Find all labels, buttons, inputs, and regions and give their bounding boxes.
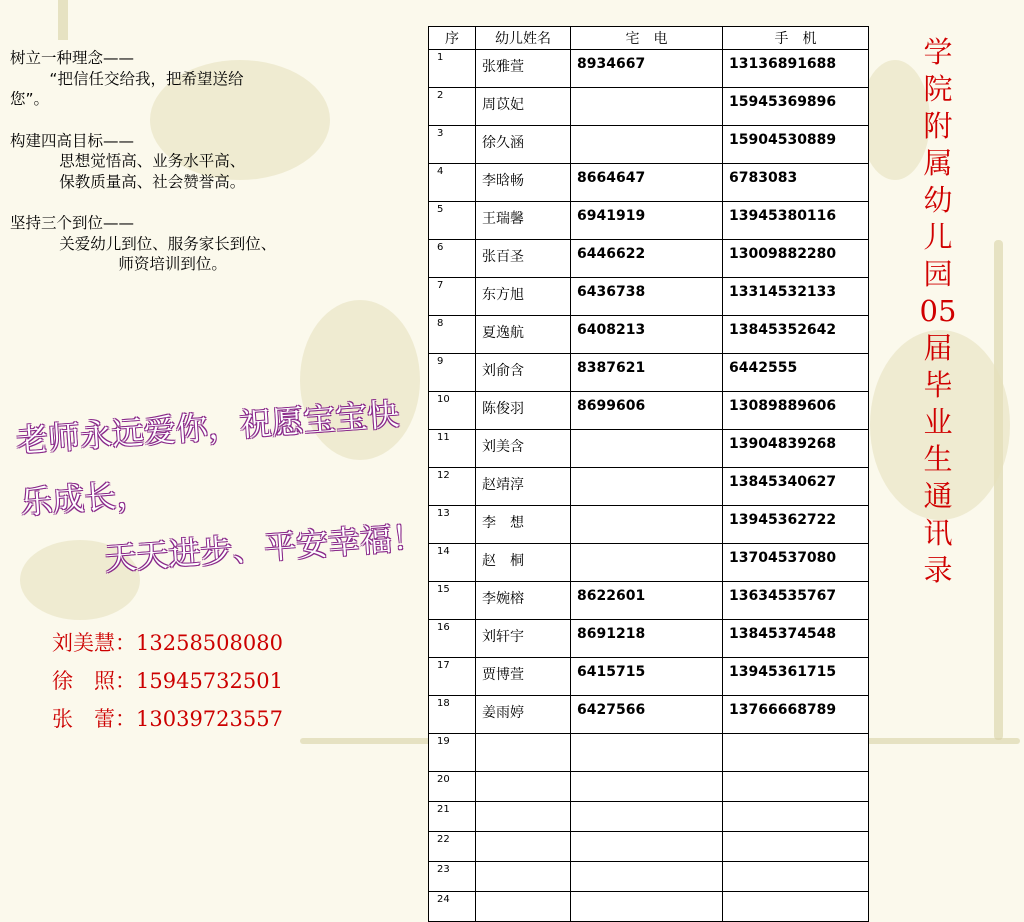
roster-body (429, 50, 869, 922)
teacher-phone: 15945732501 (136, 669, 283, 693)
row-seq: 12 (429, 468, 476, 506)
row-child-name: 陈俊羽 (476, 392, 571, 430)
row-mobile: 13945380116 (723, 202, 869, 240)
title-char: 院 (923, 72, 953, 106)
row-home-phone (571, 734, 723, 772)
row-mobile (723, 772, 869, 802)
header-seq: 序 (429, 27, 476, 50)
row-home-phone (571, 802, 723, 832)
teacher-contact (52, 662, 283, 700)
slogan-line: 树立一种理念—— (10, 49, 135, 67)
background-vine-right (994, 240, 1003, 740)
row-mobile: 15904530889 (723, 126, 869, 164)
row-seq: 11 (429, 430, 476, 468)
slogan-line: 构建四高目标—— (10, 131, 135, 150)
row-mobile: 13136891688 (723, 50, 869, 88)
row-seq: 15 (429, 582, 476, 620)
title-char: 通 (923, 479, 953, 513)
row-home-phone: 8934667 (571, 50, 723, 88)
row-home-phone: 6446622 (571, 240, 723, 278)
table-row (429, 544, 869, 582)
row-home-phone (571, 506, 723, 544)
title-char: 园 (923, 257, 953, 291)
row-home-phone: 8691218 (571, 620, 723, 658)
table-row (429, 430, 869, 468)
table-row (429, 832, 869, 862)
row-mobile (723, 892, 869, 922)
row-seq: 19 (429, 734, 476, 772)
title-char: 毕 (923, 368, 953, 402)
row-mobile: 13634535767 (723, 582, 869, 620)
wish-line: 老师永远爱你，祝愿宝宝快乐成长， (14, 395, 401, 522)
background-vine-left (58, 0, 68, 40)
row-mobile: 13845352642 (723, 316, 869, 354)
row-seq: 24 (429, 892, 476, 922)
row-home-phone: 8699606 (571, 392, 723, 430)
row-mobile: 13845340627 (723, 468, 869, 506)
wish-line: 天天进步、平安幸福！ (103, 517, 426, 578)
row-mobile: 15945369896 (723, 88, 869, 126)
row-home-phone: 6408213 (571, 316, 723, 354)
row-child-name (476, 892, 571, 922)
row-child-name: 张百圣 (476, 240, 571, 278)
title-char: 届 (923, 331, 953, 365)
teacher-name: 张 蕾： (52, 707, 136, 731)
wish-banner (14, 382, 426, 595)
row-child-name: 王瑞馨 (476, 202, 571, 240)
row-home-phone: 8387621 (571, 354, 723, 392)
row-seq: 23 (429, 862, 476, 892)
slogan-block (10, 48, 420, 275)
row-child-name: 东方旭 (476, 278, 571, 316)
row-child-name (476, 734, 571, 772)
table-row (429, 354, 869, 392)
row-child-name (476, 832, 571, 862)
row-mobile: 13704537080 (723, 544, 869, 582)
table-header-row (429, 27, 869, 50)
header-home-phone: 宅 电 (571, 27, 723, 50)
row-child-name: 李 想 (476, 506, 571, 544)
row-seq: 13 (429, 506, 476, 544)
table-row (429, 892, 869, 922)
slogan-line: “把信任交给我，把希望送给 (10, 69, 244, 88)
table-row (429, 734, 869, 772)
row-seq: 9 (429, 354, 476, 392)
row-seq: 1 (429, 50, 476, 88)
row-home-phone (571, 832, 723, 862)
row-seq: 10 (429, 392, 476, 430)
title-char: 附 (923, 109, 953, 143)
title-char: 讯 (923, 516, 953, 550)
title-char: 05 (919, 294, 957, 328)
row-home-phone: 6436738 (571, 278, 723, 316)
table-row (429, 658, 869, 696)
teacher-phone: 13258508080 (136, 631, 283, 655)
header-mobile: 手 机 (723, 27, 869, 50)
table-row (429, 392, 869, 430)
row-child-name: 刘美含 (476, 430, 571, 468)
row-seq: 22 (429, 832, 476, 862)
row-child-name: 姜雨婷 (476, 696, 571, 734)
row-home-phone: 6427566 (571, 696, 723, 734)
row-seq: 16 (429, 620, 476, 658)
table-row (429, 164, 869, 202)
row-mobile: 13904839268 (723, 430, 869, 468)
row-seq: 7 (429, 278, 476, 316)
row-mobile: 13945361715 (723, 658, 869, 696)
slogan-line: 师资培训到位。 (10, 255, 227, 273)
row-child-name (476, 772, 571, 802)
row-child-name: 刘俞含 (476, 354, 571, 392)
row-home-phone: 6415715 (571, 658, 723, 696)
title-char: 幼 (923, 183, 953, 217)
row-child-name: 贾博萱 (476, 658, 571, 696)
row-seq: 17 (429, 658, 476, 696)
vertical-title (918, 34, 958, 589)
slogan-line: 您”。 (10, 90, 50, 108)
row-seq: 4 (429, 164, 476, 202)
row-child-name: 李晗畅 (476, 164, 571, 202)
title-char: 业 (923, 405, 953, 439)
header-name: 幼儿姓名 (476, 27, 571, 50)
table-row (429, 468, 869, 506)
slogan-line: 思想觉悟高、业务水平高、 (10, 152, 246, 170)
row-mobile: 6442555 (723, 354, 869, 392)
row-mobile (723, 802, 869, 832)
row-child-name (476, 862, 571, 892)
table-row (429, 620, 869, 658)
table-row (429, 582, 869, 620)
row-seq: 5 (429, 202, 476, 240)
row-child-name: 刘轩宇 (476, 620, 571, 658)
row-seq: 8 (429, 316, 476, 354)
table-row (429, 506, 869, 544)
row-seq: 18 (429, 696, 476, 734)
row-mobile: 13845374548 (723, 620, 869, 658)
table-row (429, 240, 869, 278)
row-child-name: 赵靖淳 (476, 468, 571, 506)
row-mobile (723, 862, 869, 892)
title-char: 生 (923, 442, 953, 476)
slogan-line: 关爱幼儿到位、服务家长到位、 (10, 234, 277, 253)
row-mobile: 6783083 (723, 164, 869, 202)
row-child-name: 周苡妃 (476, 88, 571, 126)
table-row (429, 802, 869, 832)
teacher-name: 徐 照： (52, 669, 136, 693)
row-mobile (723, 734, 869, 772)
table-row (429, 772, 869, 802)
slogan-line: 保教质量高、社会赞誉高。 (10, 172, 246, 191)
roster-table (428, 26, 869, 922)
row-seq: 6 (429, 240, 476, 278)
row-home-phone: 6941919 (571, 202, 723, 240)
row-mobile: 13314532133 (723, 278, 869, 316)
title-char: 儿 (923, 220, 953, 254)
teacher-name: 刘美慧： (52, 631, 136, 655)
row-seq: 3 (429, 126, 476, 164)
row-child-name (476, 802, 571, 832)
row-home-phone (571, 544, 723, 582)
row-child-name: 李婉榕 (476, 582, 571, 620)
row-home-phone: 8622601 (571, 582, 723, 620)
row-child-name: 赵 桐 (476, 544, 571, 582)
row-mobile: 13009882280 (723, 240, 869, 278)
row-seq: 14 (429, 544, 476, 582)
row-home-phone (571, 88, 723, 126)
row-home-phone (571, 468, 723, 506)
table-row (429, 50, 869, 88)
title-char: 学 (923, 35, 953, 69)
row-home-phone: 8664647 (571, 164, 723, 202)
row-mobile: 13945362722 (723, 506, 869, 544)
row-home-phone (571, 430, 723, 468)
row-seq: 2 (429, 88, 476, 126)
table-row (429, 278, 869, 316)
row-mobile (723, 832, 869, 862)
row-home-phone (571, 862, 723, 892)
table-row (429, 88, 869, 126)
row-seq: 20 (429, 772, 476, 802)
row-seq: 21 (429, 802, 476, 832)
row-child-name: 徐久涵 (476, 126, 571, 164)
row-home-phone (571, 892, 723, 922)
row-mobile: 13766668789 (723, 696, 869, 734)
row-child-name: 夏逸航 (476, 316, 571, 354)
row-mobile: 13089889606 (723, 392, 869, 430)
teacher-contacts (52, 624, 283, 738)
table-row (429, 126, 869, 164)
slogan-line: 坚持三个到位—— (10, 214, 135, 232)
table-row (429, 696, 869, 734)
teacher-contact (52, 624, 283, 662)
row-home-phone (571, 126, 723, 164)
table-row (429, 202, 869, 240)
table-row (429, 316, 869, 354)
teacher-phone: 13039723557 (136, 707, 283, 731)
title-char: 录 (923, 553, 953, 587)
teacher-contact (52, 700, 283, 738)
table-row (429, 862, 869, 892)
row-home-phone (571, 772, 723, 802)
title-char: 属 (923, 146, 953, 180)
row-child-name: 张雅萱 (476, 50, 571, 88)
